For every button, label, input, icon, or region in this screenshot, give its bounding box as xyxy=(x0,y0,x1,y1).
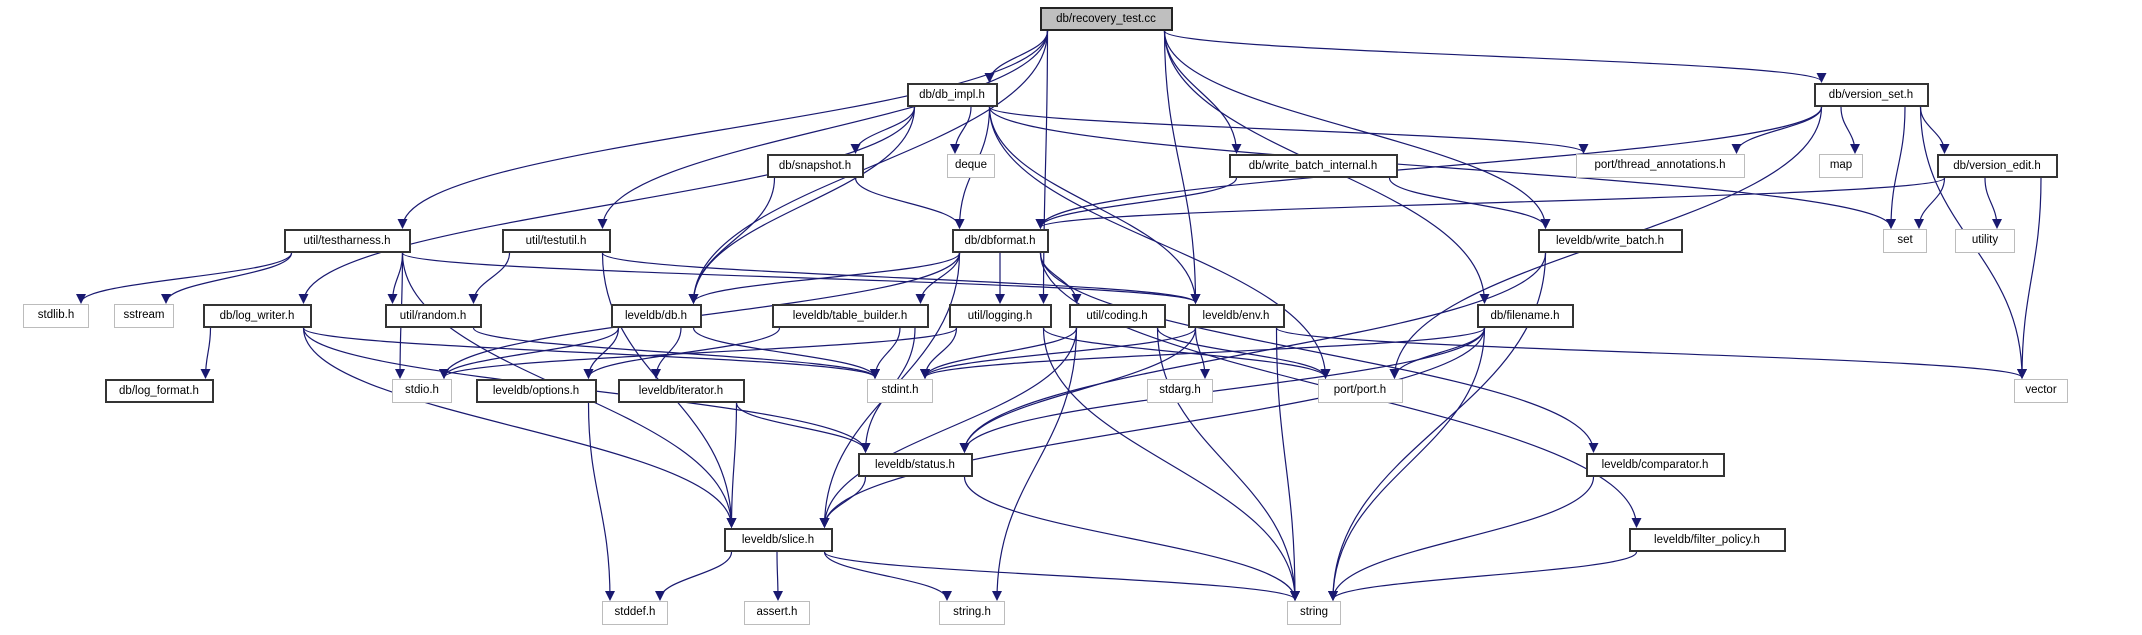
edge-db_impl-to-set xyxy=(990,107,1892,228)
edge-filename-to-slice xyxy=(825,328,1485,527)
edge-testharness-to-env xyxy=(403,253,1196,303)
graph-node-log_format[interactable]: db/log_format.h xyxy=(105,379,214,403)
graph-node-utility: utility xyxy=(1955,229,2015,253)
edge-log_writer-to-log_format xyxy=(206,328,211,378)
edge-table_builder-to-stdint xyxy=(875,328,900,378)
graph-node-testharness[interactable]: util/testharness.h xyxy=(284,229,411,253)
edge-db_impl-to-log_writer xyxy=(304,107,915,303)
edge-filter_policy-to-string xyxy=(1333,552,1637,600)
graph-node-set: set xyxy=(1883,229,1927,253)
graph-node-recovery_test[interactable]: db/recovery_test.cc xyxy=(1040,7,1173,31)
edge-version_set-to-set xyxy=(1891,107,1905,228)
edge-snapshot-to-db_h xyxy=(694,178,775,303)
edge-status-to-string xyxy=(965,477,1296,600)
edge-iterator-to-slice xyxy=(732,403,737,527)
edge-options-to-stddef xyxy=(589,403,611,600)
graph-node-deque: deque xyxy=(947,154,995,178)
graph-node-options[interactable]: leveldb/options.h xyxy=(476,379,597,403)
edge-coding-to-string xyxy=(1158,328,1296,600)
graph-node-write_batch_internal[interactable]: db/write_batch_internal.h xyxy=(1229,154,1398,178)
graph-node-string: string xyxy=(1287,601,1341,625)
edge-slice-to-stddef xyxy=(660,552,732,600)
edge-recovery_test-to-db_impl xyxy=(990,31,1048,82)
graph-node-stdarg: stdarg.h xyxy=(1147,379,1213,403)
edge-snapshot-to-dbformat xyxy=(856,178,960,228)
graph-node-stdint: stdint.h xyxy=(867,379,933,403)
edge-slice-to-assert xyxy=(777,552,778,600)
edge-env-to-vector xyxy=(1277,328,2023,378)
graph-node-string_h: string.h xyxy=(939,601,1005,625)
graph-node-dbformat[interactable]: db/dbformat.h xyxy=(952,229,1049,253)
graph-node-sstream: sstream xyxy=(114,304,174,328)
edge-version_set-to-thread_annotations xyxy=(1737,107,1822,153)
graph-node-db_impl[interactable]: db/db_impl.h xyxy=(907,83,998,107)
edge-testutil-to-random xyxy=(474,253,510,303)
edge-dbformat-to-comparator xyxy=(1041,253,1594,452)
graph-node-slice[interactable]: leveldb/slice.h xyxy=(724,528,833,552)
graph-node-version_set[interactable]: db/version_set.h xyxy=(1814,83,1929,107)
graph-node-coding[interactable]: util/coding.h xyxy=(1069,304,1166,328)
graph-node-iterator[interactable]: leveldb/iterator.h xyxy=(618,379,745,403)
edge-recovery_test-to-logging xyxy=(1044,31,1048,303)
graph-node-status[interactable]: leveldb/status.h xyxy=(858,453,973,477)
edge-filename-to-port xyxy=(1395,328,1485,378)
graph-node-map: map xyxy=(1819,154,1863,178)
edge-version_edit-to-vector xyxy=(2022,178,2041,378)
graph-node-snapshot[interactable]: db/snapshot.h xyxy=(767,154,864,178)
graph-node-stdlib: stdlib.h xyxy=(23,304,89,328)
edge-env-to-stdint xyxy=(925,328,1196,378)
edge-write_batch_internal-to-dbformat xyxy=(1041,178,1237,228)
edge-logging-to-stdint xyxy=(925,328,957,378)
edge-recovery_test-to-testharness xyxy=(403,31,1048,228)
graph-node-random[interactable]: util/random.h xyxy=(385,304,482,328)
graph-node-comparator[interactable]: leveldb/comparator.h xyxy=(1586,453,1725,477)
edge-version_edit-to-utility xyxy=(1985,178,1997,228)
graph-node-env[interactable]: leveldb/env.h xyxy=(1188,304,1285,328)
graph-node-logging[interactable]: util/logging.h xyxy=(949,304,1052,328)
edge-filename-to-status xyxy=(965,328,1485,452)
edge-testharness-to-random xyxy=(393,253,403,303)
graph-node-filename[interactable]: db/filename.h xyxy=(1477,304,1574,328)
graph-node-write_batch[interactable]: leveldb/write_batch.h xyxy=(1538,229,1683,253)
edge-coding-to-slice xyxy=(825,328,1077,527)
graph-node-log_writer[interactable]: db/log_writer.h xyxy=(203,304,312,328)
edge-db_impl-to-thread_annotations xyxy=(990,107,1584,153)
edge-env-to-string xyxy=(1277,328,1296,600)
edge-recovery_test-to-testutil xyxy=(603,31,1048,228)
graph-node-vector: vector xyxy=(2014,379,2068,403)
graph-node-filter_policy[interactable]: leveldb/filter_policy.h xyxy=(1629,528,1786,552)
edge-recovery_test-to-write_batch_internal xyxy=(1165,31,1237,153)
graph-node-testutil[interactable]: util/testutil.h xyxy=(502,229,611,253)
edge-testutil-to-env xyxy=(603,253,1196,303)
graph-node-table_builder[interactable]: leveldb/table_builder.h xyxy=(772,304,929,328)
edge-write_batch_internal-to-write_batch xyxy=(1390,178,1546,228)
graph-node-port: port/port.h xyxy=(1318,379,1403,403)
edge-comparator-to-string xyxy=(1333,477,1594,600)
graph-node-assert: assert.h xyxy=(744,601,810,625)
edge-version_edit-to-set xyxy=(1919,178,1945,228)
edge-version_set-to-map xyxy=(1841,107,1855,153)
graph-node-version_edit[interactable]: db/version_edit.h xyxy=(1937,154,2058,178)
graph-node-stddef: stddef.h xyxy=(602,601,668,625)
edge-recovery_test-to-version_set xyxy=(1165,31,1822,82)
edge-recovery_test-to-write_batch xyxy=(1165,31,1546,228)
edge-version_edit-to-dbformat xyxy=(1041,178,1945,228)
edge-testharness-to-stdlib xyxy=(81,253,292,303)
edge-db_impl-to-deque xyxy=(955,107,971,153)
edge-iterator-to-status xyxy=(737,403,866,452)
edge-dbformat-to-coding xyxy=(1041,253,1077,303)
graph-node-thread_annotations: port/thread_annotations.h xyxy=(1576,154,1745,178)
graph-node-stdio: stdio.h xyxy=(392,379,452,403)
edge-filename-to-string xyxy=(1333,328,1485,600)
edge-coding-to-string_h xyxy=(997,328,1077,600)
graph-node-db_h[interactable]: leveldb/db.h xyxy=(611,304,702,328)
